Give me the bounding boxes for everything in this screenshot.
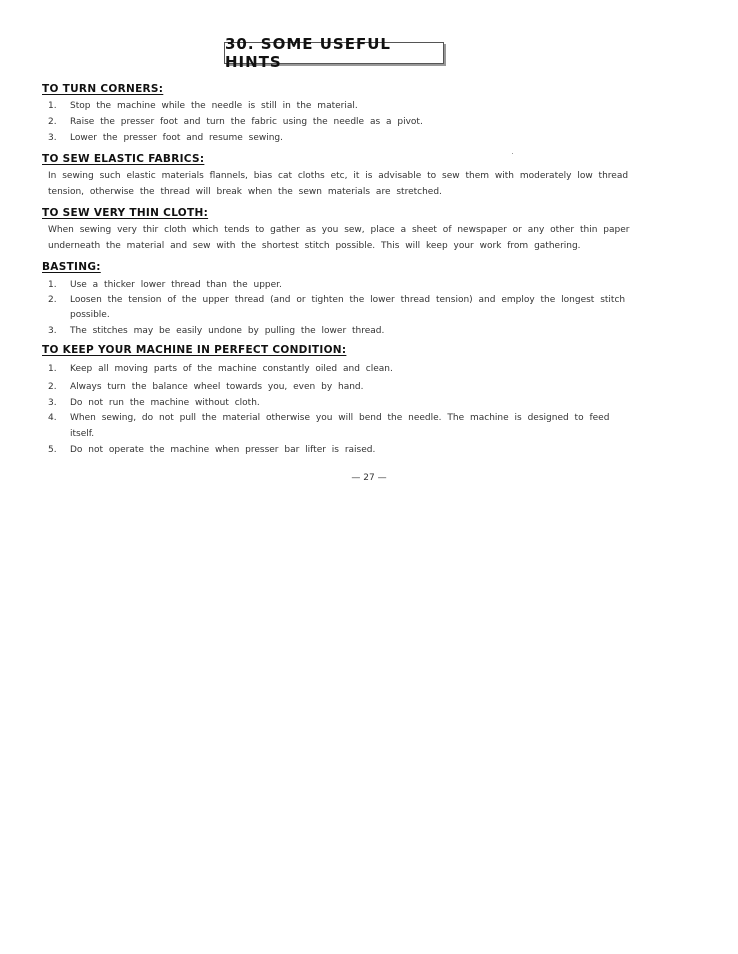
page-title: 30. SOME USEFUL HINTS xyxy=(225,35,391,71)
list-item: 3. Do not run the machine without cloth. xyxy=(48,398,260,408)
list-item: 3. The stitches may be easily undone by pulling the lower thread. xyxy=(48,326,385,336)
section-heading-thin-cloth: TO SEW VERY THIN CLOTH: xyxy=(42,207,209,219)
list-item: 5. Do not operate the machine when presser bar lifter is raised. xyxy=(48,445,376,455)
section-heading-basting: BASTING: xyxy=(42,261,101,273)
paragraph-line: tension, otherwise the thread will break when the sewn materials are stretched. xyxy=(48,187,442,197)
list-item-continuation: possible. xyxy=(70,310,110,320)
list-item: 2. Always turn the balance wheel towards you, even by hand. xyxy=(48,382,364,392)
section-heading-elastic-fabrics: TO SEW ELASTIC FABRICS: xyxy=(42,153,205,165)
list-item: 2. Loosen the tension of the upper thread (and or tighten the lower thread tension) and employ the longest stitch xyxy=(48,295,626,305)
section-heading-perfect-condition: TO KEEP YOUR MACHINE IN PERFECT CONDITION: xyxy=(42,344,347,356)
paragraph-line: underneath the material and sew with the shortest stitch possible. This will keep your work from gathering. xyxy=(48,241,581,251)
list-item: 1. Stop the machine while the needle is still in the material. xyxy=(48,101,358,111)
page-number: — 27 — xyxy=(351,473,387,483)
list-item: 4. When sewing, do not pull the material otherwise you will bend the needle. The machine is designed to feed xyxy=(48,413,610,423)
list-item: 3. Lower the presser foot and resume sewing. xyxy=(48,133,284,143)
list-item: 1. Keep all moving parts of the machine constantly oiled and clean. xyxy=(48,364,393,374)
paragraph-line: When sewing very thir cloth which tends to gather as you sew, place a sheet of newspaper or any other thin paper xyxy=(48,225,630,235)
list-item: 2. Raise the presser foot and turn the fabric using the needle as a pivot. xyxy=(48,117,423,127)
list-item: 1. Use a thicker lower thread than the upper. xyxy=(48,280,282,290)
paragraph-line: In sewing such elastic materials flannels, bias cat cloths etc, it is advisable to sew them with moderately low thread xyxy=(48,171,629,181)
list-item-continuation: itself. xyxy=(70,429,95,439)
page-title-box xyxy=(224,35,444,71)
speck xyxy=(512,153,513,154)
section-heading-turn-corners: TO TURN CORNERS: xyxy=(42,83,164,95)
